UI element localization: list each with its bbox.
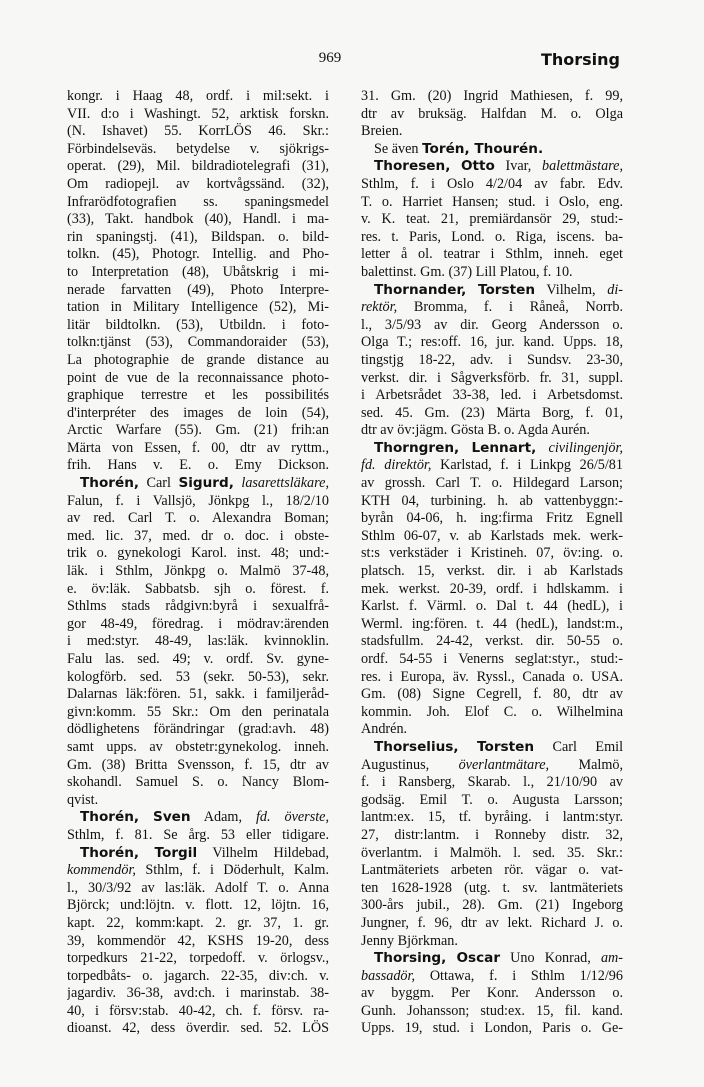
text-line: to Interpretation (48), Ubåtskrig i mi- <box>67 263 329 280</box>
left-column <box>67 88 329 1038</box>
text-line: platsch. 15, verkst. dir. i ab Karlstads <box>361 563 623 580</box>
text-line: kommin. Joh. Elof C. o. Wilhelmina <box>361 703 623 720</box>
text-line: överlantm. i Malmöh. l. sed. 35. Skr.: <box>361 844 623 861</box>
entry-surname: Thorngren, <box>374 439 460 456</box>
text-line: point de vue de la reconnaissance photo- <box>67 369 329 386</box>
text-line: Förbindelseväs. betydelse v. sjökrigs- <box>67 140 329 157</box>
text-line: tolkn:tjänst (53), Commandoraider (53), <box>67 334 329 351</box>
text-line: läk. i Sthlm, Jönkpg o. Malmö 37-48, <box>67 563 329 580</box>
text-line: Dalarnas läk:fören. 51, sakk. i familjeråd- <box>67 686 329 703</box>
text-line: av grossh. Carl T. o. Hildegard Larson; <box>361 475 623 492</box>
text-line: kongr. i Haag 48, ordf. i mil:sekt. i <box>67 88 329 104</box>
text-line: Gunh. Johansson; stud:ex. 15, fil. kand. <box>361 1002 623 1019</box>
text-line: bassadör, Ottawa, f. i Sthlm 1/12/96 <box>361 967 623 984</box>
text-line: skohandl. Samuel S. o. Nancy Blom- <box>67 774 329 791</box>
text-line: tolkn. (45), Photogr. Intellig. and Pho- <box>67 246 329 263</box>
text-line: i med:styr. 48-49, las:läk. kvinnoklin. <box>67 633 329 650</box>
text-line: ten 1628-1928 (utg. t. sv. lantmäteriets <box>361 879 623 896</box>
text-line: Jenny Björkman. <box>361 932 458 949</box>
text-line: st:s verkstäder i Kristineh. 07, öv:ing. o. <box>361 545 623 562</box>
text-line: res. i Europa, äv. Ryssl., Canada o. USA. <box>361 668 623 685</box>
occupation-title: di- <box>607 281 623 298</box>
text-line: mek. werkst. 20-39, ordf. i hdlskamm. i <box>361 580 623 597</box>
page-number: 969 <box>318 50 342 66</box>
entry-surname: Thoresen, <box>374 158 451 175</box>
text-line: Sthlm 06-07, v. ab Karlstads mek. werk- <box>361 527 623 544</box>
text-line: frih. Hans v. E. o. Emy Dickson. <box>67 457 329 474</box>
text-line: Infrarödfotografien ss. spaningsmedel <box>67 193 329 210</box>
text-line: T. o. Harriet Hansen; stud. i Oslo, eng. <box>361 193 623 210</box>
text-line: dioanst. 42, dess överdir. sed. 52. LÖS <box>67 1020 329 1037</box>
text-line: tation in Military Intelligence (52), Mi- <box>67 299 329 316</box>
entry-firstname: Sven <box>153 809 191 826</box>
text-line: samt upps. av obstetr:gynekolog. inneh. <box>67 738 329 755</box>
entry-heading: Thorén, Sven Adam, fd. överste, <box>80 809 329 826</box>
text-line: Gm. (38) Britta Svensson, f. 15, dtr av <box>67 756 329 773</box>
entry-firstname: Oscar <box>456 950 501 967</box>
text-line: litär bildtolkn. (53), Utbildn. i foto- <box>67 316 329 333</box>
text-line: trik o. gynekologi Karol. inst. 48; und:- <box>67 545 329 562</box>
text-line: jagardiv. 36-38, avd:ch. i marinstab. 38- <box>67 985 329 1002</box>
text-line: Jungner, f. 96, dtr av lekt. Richard J. o. <box>361 914 623 931</box>
text-line: rin spaningstj. (41), Bildspan. o. bild- <box>67 228 329 245</box>
text-line: fd. direktör, Karlstad, f. i Linkpg 26/5/81 <box>361 457 623 474</box>
entry-firstname: Sigurd, <box>178 475 234 492</box>
text-line: 40, i försv:stab. 40-42, ch. f. försv. ra- <box>67 1002 329 1019</box>
text-line: Lantmäteriets arbeten rör. vägar o. vat- <box>361 862 623 879</box>
text-line: dtr av bruksäg. Halfdan M. o. Olga <box>361 105 623 122</box>
occupation-title: kommendör, <box>67 862 136 879</box>
text-line: givn:komm. 55 Skr.: Om den perinatala <box>67 703 329 720</box>
text-line: kapt. 22, komm:kapt. 2. gr. 37, 1. gr. <box>67 914 329 931</box>
text-line: Märta von Essen, f. 00, dtr av ryttm., <box>67 439 329 456</box>
entry-heading: Thorselius, Torsten Carl Emil <box>374 738 623 755</box>
text-line: letter å ol. teatrar i Sthlm, inneh. eget <box>361 246 623 263</box>
text-line: kologförb. sed. 53 (sekr. 50-53), sekr. <box>67 668 329 685</box>
entry-heading: Thornander, Torsten Vilhelm, di- <box>374 281 623 298</box>
occupation-title: rektör, <box>361 299 398 316</box>
occupation-title: bassadör, <box>361 967 416 984</box>
text-line: i Arbetsrådet 33-38, led. i Arbetsdomst. <box>361 387 623 404</box>
occupation-title: fd. direktör, <box>361 457 432 474</box>
entry-surname: Thorselius, <box>374 738 459 755</box>
text-line: La photographie de grande distance au <box>67 351 329 368</box>
text-line: l., 3/5/93 av dir. Georg Andersson o. <box>361 316 623 333</box>
text-line: 31. Gm. (20) Ingrid Mathiesen, f. 99, <box>361 88 623 104</box>
text-line: qvist. <box>67 791 99 808</box>
text-line: Sthlm, f. i Oslo 4/2/04 av fabr. Edv. <box>361 175 623 192</box>
text-line: godsäg. Emil T. o. Augusta Larsson; <box>361 791 623 808</box>
text-line: gor 48-49, föredrag. i mödrav:ärenden <box>67 615 329 632</box>
text-line: Olga T.; res:off. 16, jur. kand. Upps. 18, <box>361 334 623 351</box>
entry-heading <box>361 440 623 458</box>
text-line: Om radiopejl. av kortvågssänd. (32), <box>67 175 329 192</box>
text-line: l., 30/3/92 av las:läk. Adolf T. o. Anna <box>67 879 329 896</box>
occupation-title: lasarettsläkare, <box>233 475 329 492</box>
text-line: Sthlm, f. 81. Se årg. 53 eller tidigare. <box>67 826 329 843</box>
entry-surname: Thorsing, <box>374 950 447 967</box>
entry-heading: Thorsing, Oscar Uno Konrad, am- <box>374 950 623 967</box>
text-line: Upps. 19, stud. i London, Paris o. Ge- <box>361 1020 623 1037</box>
text-line: 27, distr:lantm. i Ronneby distr. 32, <box>361 826 623 843</box>
text-line: tingstjg 18-22, adv. i Sundsv. 23-30, <box>361 351 623 368</box>
text-line: graphique terrestre et les possibilités <box>67 387 329 404</box>
text-line: v. K. teat. 21, premiärdansör 29, stud:- <box>361 211 623 228</box>
text-line: Björck; und:löjtn. v. flott. 12, löjtn. 16, <box>67 897 329 914</box>
occupation-title: balettmästare, <box>541 158 623 175</box>
entry-surname: Thornander, <box>374 281 467 298</box>
text-line: balettinst. Gm. (37) Lill Platou, f. 10. <box>361 263 573 280</box>
text-line: dödlighetens förändringar (grad:avh. 48) <box>67 721 329 738</box>
text-line: Augustinus, överlantmätare, Malmö, <box>361 756 623 773</box>
entry-firstname: Torsten <box>478 281 535 298</box>
entry-surname: Thorén, <box>80 844 140 861</box>
entry-heading: Thorén, Torgil Vilhelm Hildebad, <box>80 844 329 861</box>
occupation-title: överlantmätare, <box>458 756 550 773</box>
text-line: verkst. dir. i Sågverksförb. fr. 31, suppl. <box>361 369 623 386</box>
entry-surname: Thorén, <box>80 475 140 492</box>
text-line: torpedkurs 21-22, torpedoff. v. örlogsv., <box>67 950 329 967</box>
text-line: med. lic. 37, med. dr o. doc. i obste- <box>67 527 329 544</box>
text-line: KTH 04, turbining. h. ab vattenbyggn:- <box>361 492 623 509</box>
text-line: Sthlms stads rådgivn:byrå i sexualfrå- <box>67 598 329 615</box>
right-column <box>361 88 623 1038</box>
occupation-title: am- <box>600 950 623 967</box>
entry-firstname: Lennart, <box>471 439 537 456</box>
text-line: rektör, Bromma, f. i Råneå, Norrb. <box>361 299 623 316</box>
text-line: av byggm. Per Konr. Andersson o. <box>361 985 623 1002</box>
text-line: Andrén. <box>361 721 408 738</box>
entry-firstname: Torgil <box>154 844 198 861</box>
text-line: Breien. <box>361 123 403 140</box>
text-line: torpedbåts- o. jagarch. 22-35, div:ch. v. <box>67 967 329 984</box>
text-line: dtr av öv:jägm. Gösta B. o. Agda Aurén. <box>361 422 590 439</box>
text-line: lantm:ex. 15, tf. byråing. i lantm:styr. <box>361 809 623 826</box>
occupation-title: civilingenjör, <box>536 439 623 456</box>
text-line: d'interpréter des images de loin (54), <box>67 404 329 421</box>
entry-firstname: Torsten <box>477 738 535 755</box>
text-line: kommendör, Sthlm, f. i Döderhult, Kalm. <box>67 862 329 879</box>
text-line: e. öv:läk. Sabbatsb. sjh o. förest. f. <box>67 580 329 597</box>
text-line: (33), Takt. handbok (40), Handl. i ma- <box>67 211 329 228</box>
text-line: Falun, f. i Vallsjö, Jönkpg l., 18/2/10 <box>67 492 329 509</box>
cross-reference: Se även Torén, Thourén. <box>374 140 544 157</box>
text-line: Arctic Warfare (55). Gm. (21) frih:an <box>67 422 329 439</box>
text-line: ordf. 54-55 i Venerns seglat:styr., stud:- <box>361 651 623 667</box>
text-line: Gm. (08) Signe Cegrell, f. 80, dtr av <box>361 686 623 703</box>
text-line: sed. 45. Gm. (23) Märta Borg, f. 01, <box>361 404 623 421</box>
running-head: Thorsing <box>540 50 620 69</box>
text-line: 39, kommendör 42, KSHS 19-20, dess <box>67 932 329 949</box>
entry-heading: Thorén, Carl Sigurd, lasarettsläkare, <box>80 475 329 492</box>
text-line: f. i Ransberg, Skarab. l., 21/10/90 av <box>361 774 623 791</box>
entry-surname: Thorén, <box>80 809 140 826</box>
text-line: Werml. ing:fören. t. 44 (hedL), landst:m., <box>361 615 623 632</box>
text-line: 300-års jubil., 28). Gm. (21) Ingeborg <box>361 897 623 914</box>
text-line: stadsfullm. 24-42, verkst. dir. 50-55 o. <box>361 633 623 650</box>
text-line: nerade farvatten (49), Photo Interpre- <box>67 281 329 298</box>
text-line: (N. Ishavet) 55. KorrLÖS 46. Skr.: <box>67 123 329 140</box>
text-line: VII. d:o i Washingt. 52, arktisk forskn. <box>67 105 329 122</box>
text-line: operat. (29), Mil. bildradiotelegrafi (31), <box>67 158 329 175</box>
entry-firstname: Otto <box>461 158 495 175</box>
occupation-title: fd. överste, <box>255 809 329 826</box>
cross-reference-names: Torén, Thourén. <box>422 140 544 157</box>
entry-heading: Thoresen, Otto Ivar, balettmästare, <box>374 158 623 175</box>
text-line: byrån 04-06, h. ing:firma Fritz Egnell <box>361 510 623 527</box>
text-line: Karlst. f. Värml. o. Dal t. 44 (hedL), i <box>361 598 623 615</box>
text-line: res. t. Paris, Lond. o. Riga, iscens. ba- <box>361 228 623 245</box>
text-line: av red. Carl T. o. Alexandra Boman; <box>67 510 329 527</box>
text-line: Falu las. sed. 49; v. ordf. Sv. gyne- <box>67 651 329 667</box>
